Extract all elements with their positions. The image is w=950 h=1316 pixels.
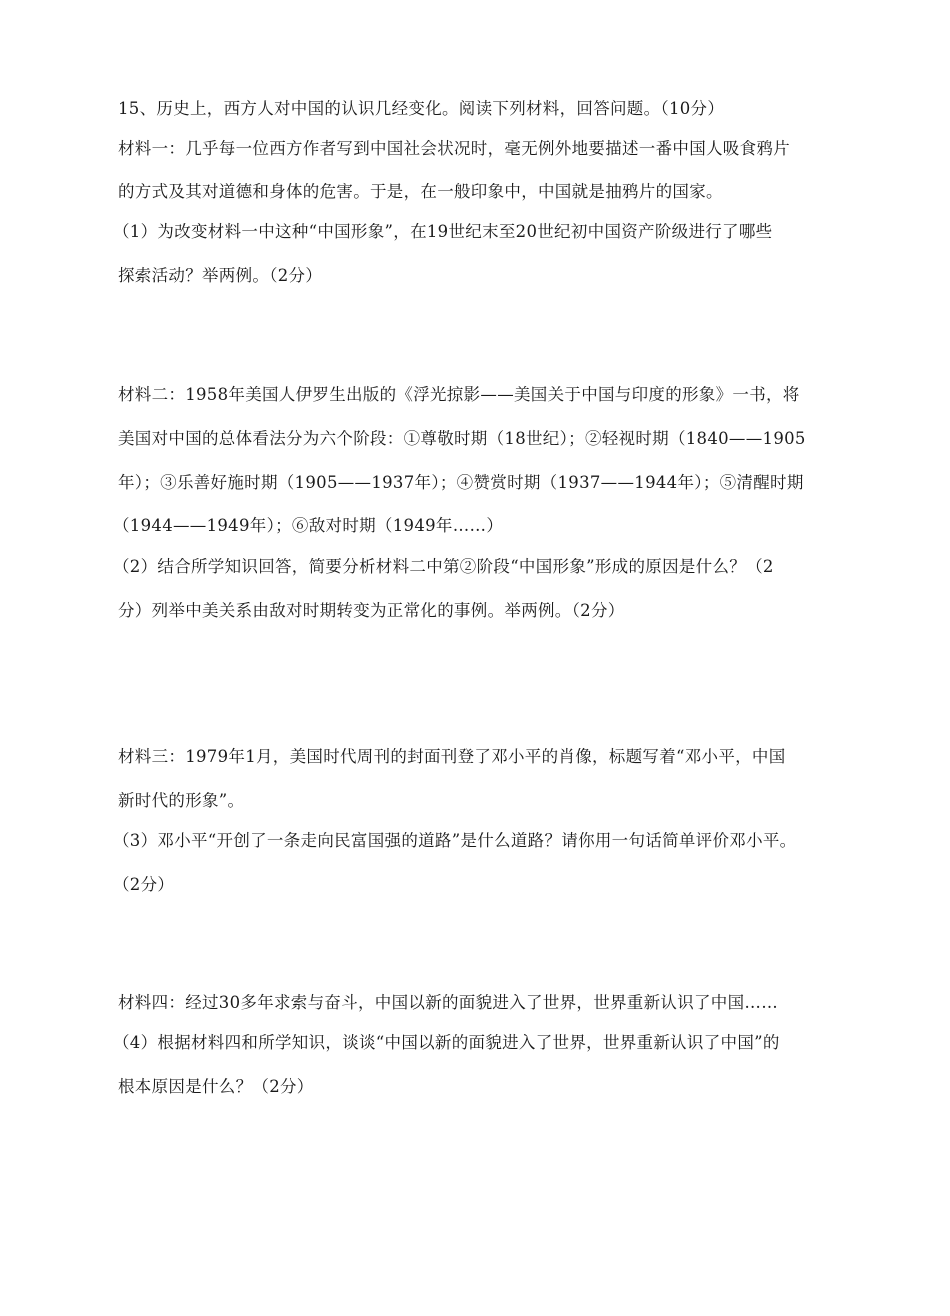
question-1-line-2: 探索活动？举两例。（2分） xyxy=(118,266,323,285)
question-15-heading: 15、历史上，西方人对中国的认识几经变化。阅读下列材料，回答问题。（10分） xyxy=(118,99,725,118)
question-3-line-1: （3）邓小平“开创了一条走向民富国强的道路”是什么道路？请你用一句话简单评价邓小平。 xyxy=(113,831,797,850)
material-1-line-2: 的方式及其对道德和身体的危害。于是，在一般印象中，中国就是抽鸦片的国家。 xyxy=(118,182,723,201)
material-1-line-1: 材料一：几乎每一位西方作者写到中国社会状况时，毫无例外地要描述一番中国人吸食鸦片 xyxy=(118,139,790,158)
material-2-line-2: 美国对中国的总体看法分为六个阶段：①尊敬时期（18世纪）；②轻视时期（1840——1905 xyxy=(118,429,806,448)
question-2-line-2: 分）列举中美关系由敌对时期转变为正常化的事例。举两例。（2分） xyxy=(118,601,625,620)
material-2-line-3: 年）；③乐善好施时期（1905——1937年）；④赞赏时期（1937——1944年）；⑤清醒时期 xyxy=(118,473,804,492)
material-3-line-1: 材料三：1979年1月，美国时代周刊的封面刊登了邓小平的肖像，标题写着“邓小平，中国 xyxy=(118,747,786,766)
question-4-line-2: 根本原因是什么？（2分） xyxy=(118,1077,314,1096)
material-2-line-1: 材料二：1958年美国人伊罗生出版的《浮光掠影——美国关于中国与印度的形象》一书，将 xyxy=(118,385,800,404)
question-1-line-1: （1）为改变材料一中这种“中国形象”，在19世纪末至20世纪初中国资产阶级进行了哪些 xyxy=(113,222,773,241)
question-2-line-1: （2）结合所学知识回答，简要分析材料二中第②阶段“中国形象”形成的原因是什么？（2 xyxy=(113,557,774,576)
question-4-line-1: （4）根据材料四和所学知识，谈谈“中国以新的面貌进入了世界，世界重新认识了中国”的 xyxy=(113,1033,780,1052)
material-4-line-1: 材料四：经过30多年求索与奋斗，中国以新的面貌进入了世界，世界重新认识了中国…… xyxy=(118,993,778,1012)
material-2-line-4: （1944——1949年）；⑥敌对时期（1949年……） xyxy=(113,516,504,535)
material-3-line-2: 新时代的形象”。 xyxy=(118,791,245,810)
question-3-line-2: （2分） xyxy=(113,875,175,894)
